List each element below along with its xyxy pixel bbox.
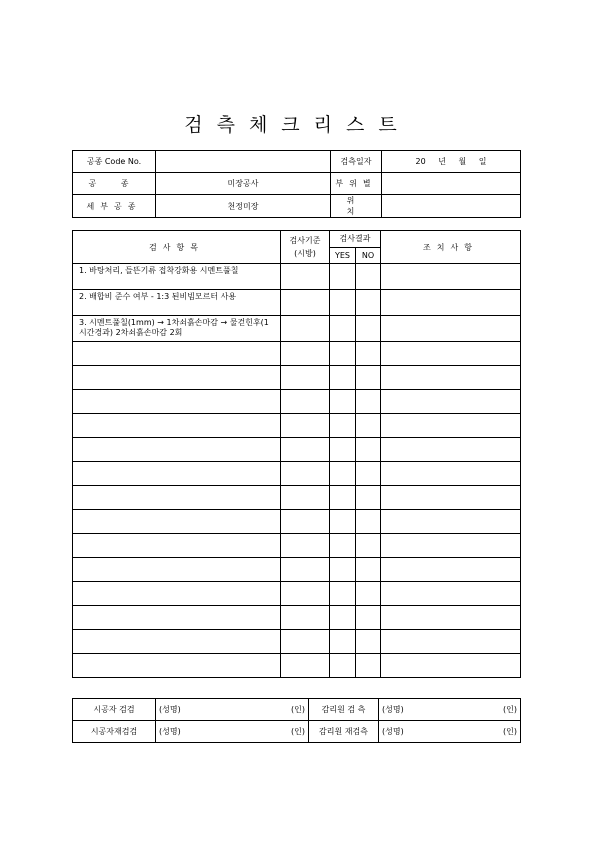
action-cell[interactable] — [381, 462, 521, 486]
action-cell[interactable] — [381, 414, 521, 438]
no-cell[interactable] — [356, 290, 381, 316]
empty-row — [73, 630, 521, 654]
action-cell[interactable] — [381, 438, 521, 462]
item-cell[interactable] — [73, 630, 281, 654]
item-cell[interactable] — [73, 486, 281, 510]
no-cell[interactable] — [356, 414, 381, 438]
part-value[interactable] — [382, 173, 521, 195]
header-yes: YES — [330, 247, 356, 264]
no-cell[interactable] — [356, 534, 381, 558]
standard-cell[interactable] — [281, 654, 330, 678]
standard-cell[interactable] — [281, 534, 330, 558]
yes-cell[interactable] — [330, 264, 356, 290]
action-cell[interactable] — [381, 366, 521, 390]
no-cell[interactable] — [356, 582, 381, 606]
signature-table — [72, 698, 521, 743]
empty-row — [73, 342, 521, 366]
action-cell[interactable] — [381, 582, 521, 606]
action-cell[interactable] — [381, 510, 521, 534]
yes-cell[interactable] — [330, 558, 356, 582]
item-cell[interactable] — [73, 606, 281, 630]
standard-cell[interactable] — [281, 462, 330, 486]
action-cell[interactable] — [381, 316, 521, 342]
yes-cell[interactable] — [330, 316, 356, 342]
yes-cell[interactable] — [330, 534, 356, 558]
check-item: 1. 바탕처리, 들뜬기류 접착강화용 시멘트풀칠 — [73, 264, 281, 290]
seal-field[interactable]: (인) — [230, 721, 309, 743]
standard-cell[interactable] — [281, 582, 330, 606]
empty-row — [73, 438, 521, 462]
header-standard: 검사기준 (시방) — [281, 231, 330, 264]
info-table — [72, 150, 521, 218]
standard-cell[interactable] — [281, 316, 330, 342]
item-cell[interactable] — [73, 582, 281, 606]
empty-row — [73, 510, 521, 534]
no-cell[interactable] — [356, 342, 381, 366]
code-value[interactable] — [156, 151, 331, 173]
item-cell[interactable] — [73, 534, 281, 558]
yes-cell[interactable] — [330, 390, 356, 414]
empty-row — [73, 582, 521, 606]
no-cell[interactable] — [356, 462, 381, 486]
item-cell[interactable] — [73, 414, 281, 438]
item-cell[interactable] — [73, 462, 281, 486]
yes-cell[interactable] — [330, 414, 356, 438]
check-item: 3. 시멘트풀칠(1mm) → 1차쇠흙손마감 → 물걷힌후(1시간경과) 2차쇠흙손마감 2회 — [73, 316, 281, 342]
action-cell[interactable] — [381, 342, 521, 366]
subtrade-label: 세부공종 — [73, 195, 156, 218]
action-cell[interactable] — [381, 390, 521, 414]
yes-cell[interactable] — [330, 438, 356, 462]
no-cell[interactable] — [356, 630, 381, 654]
location-label: 위 치 — [331, 195, 382, 218]
no-cell[interactable] — [356, 264, 381, 290]
empty-row — [73, 414, 521, 438]
check-item: 2. 배합비 준수 여부 - 1:3 된비빔모르터 사용 — [73, 290, 281, 316]
name-field[interactable]: (성명) — [379, 699, 451, 721]
item-cell[interactable] — [73, 390, 281, 414]
empty-row — [73, 486, 521, 510]
yes-cell[interactable] — [330, 342, 356, 366]
standard-cell[interactable] — [281, 486, 330, 510]
no-cell[interactable] — [356, 438, 381, 462]
supervisor-inspector-label: 감리원 검 측 — [309, 699, 379, 721]
standard-cell[interactable] — [281, 342, 330, 366]
location-value[interactable] — [382, 195, 521, 218]
date-label: 검측일자 — [331, 151, 382, 173]
no-cell[interactable] — [356, 366, 381, 390]
date-value[interactable]: 20 년 월 일 — [382, 151, 521, 173]
name-field[interactable]: (성명) — [156, 699, 230, 721]
yes-cell[interactable] — [330, 290, 356, 316]
no-cell[interactable] — [356, 510, 381, 534]
seal-field[interactable]: (인) — [230, 699, 309, 721]
action-cell[interactable] — [381, 534, 521, 558]
subtrade-value[interactable]: 천정미장 — [156, 195, 331, 218]
item-cell[interactable] — [73, 654, 281, 678]
item-cell[interactable] — [73, 558, 281, 582]
header-result: 검사결과 — [330, 231, 381, 248]
item-cell[interactable] — [73, 366, 281, 390]
trade-value[interactable]: 미장공사 — [156, 173, 331, 195]
name-field[interactable]: (성명) — [156, 721, 230, 743]
contractor-inspector-label: 시공자 검검 — [73, 699, 156, 721]
no-cell[interactable] — [356, 390, 381, 414]
part-label: 부위별 — [331, 173, 382, 195]
item-cell[interactable] — [73, 438, 281, 462]
no-cell[interactable] — [356, 606, 381, 630]
yes-cell[interactable] — [330, 606, 356, 630]
standard-cell[interactable] — [281, 390, 330, 414]
checklist-table — [72, 230, 521, 678]
supervisor-reinspector-label: 감리원 재검측 — [309, 721, 379, 743]
action-cell[interactable] — [381, 654, 521, 678]
page-title: 검측체크리스트 — [184, 114, 411, 136]
yes-cell[interactable] — [330, 630, 356, 654]
name-field[interactable]: (성명) — [379, 721, 451, 743]
empty-row — [73, 534, 521, 558]
code-label: 공종 Code No. — [73, 151, 156, 173]
header-item: 검사항목 — [73, 231, 281, 264]
yes-cell[interactable] — [330, 510, 356, 534]
standard-cell[interactable] — [281, 630, 330, 654]
item-cell[interactable] — [73, 342, 281, 366]
no-cell[interactable] — [356, 558, 381, 582]
action-cell[interactable] — [381, 486, 521, 510]
standard-cell[interactable] — [281, 558, 330, 582]
empty-row — [73, 606, 521, 630]
standard-cell[interactable] — [281, 510, 330, 534]
standard-cell[interactable] — [281, 290, 330, 316]
standard-cell[interactable] — [281, 606, 330, 630]
seal-field[interactable]: (인) — [451, 699, 521, 721]
contractor-reinspector-label: 시공자재검검 — [73, 721, 156, 743]
empty-row — [73, 366, 521, 390]
empty-row — [73, 654, 521, 678]
empty-row — [73, 390, 521, 414]
action-cell[interactable] — [381, 264, 521, 290]
yes-cell[interactable] — [330, 462, 356, 486]
action-cell[interactable] — [381, 290, 521, 316]
action-cell[interactable] — [381, 606, 521, 630]
trade-label: 공 종 — [73, 173, 156, 195]
yes-cell[interactable] — [330, 366, 356, 390]
standard-cell[interactable] — [281, 438, 330, 462]
action-cell[interactable] — [381, 558, 521, 582]
action-cell[interactable] — [381, 630, 521, 654]
seal-field[interactable]: (인) — [451, 721, 521, 743]
yes-cell[interactable] — [330, 582, 356, 606]
yes-cell[interactable] — [330, 654, 356, 678]
no-cell[interactable] — [356, 486, 381, 510]
standard-cell[interactable] — [281, 366, 330, 390]
item-cell[interactable] — [73, 510, 281, 534]
yes-cell[interactable] — [330, 486, 356, 510]
no-cell[interactable] — [356, 316, 381, 342]
header-action: 조치사항 — [381, 231, 521, 264]
standard-cell[interactable] — [281, 264, 330, 290]
no-cell[interactable] — [356, 654, 381, 678]
empty-row — [73, 558, 521, 582]
empty-row — [73, 462, 521, 486]
header-no: NO — [356, 247, 381, 264]
standard-cell[interactable] — [281, 414, 330, 438]
